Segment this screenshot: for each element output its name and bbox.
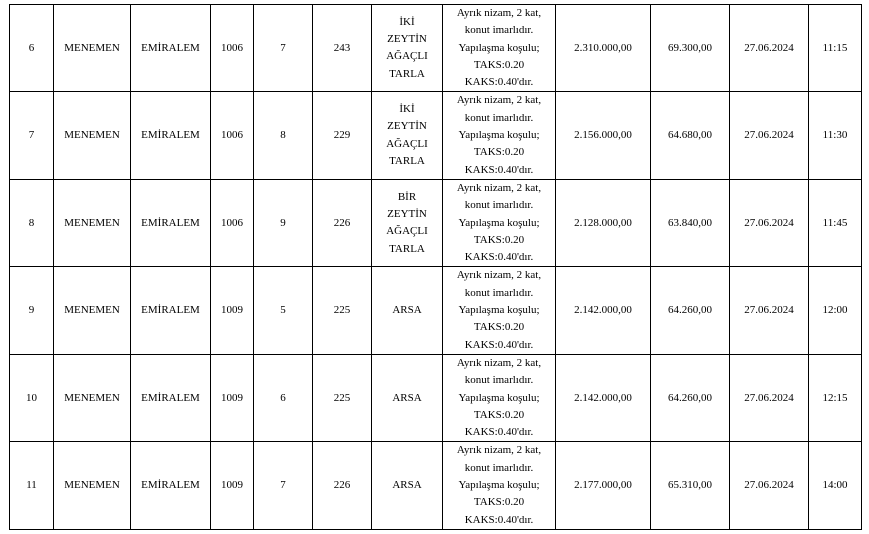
district-cell: MENEMEN [54,267,131,354]
zoning-condition-line: KAKS:0.40'dır. [464,426,534,439]
zoning-condition-line: Yapılaşma koşulu; [458,479,540,492]
district-cell: MENEMEN [54,442,131,529]
zoning-condition-line: Yapılaşma koşulu; [458,391,540,404]
area-cell: 229 [313,92,372,179]
block-cell: 1009 [211,442,254,529]
tender-table [9,4,862,530]
tender-date-cell: 27.06.2024 [730,442,809,529]
zoning-condition-line: Ayrık nizam, 2 kat, [456,94,542,107]
tender-date-cell: 27.06.2024 [730,92,809,179]
tender-time-cell: 11:15 [809,5,862,92]
zoning-condition-line: konut imarlıdır. [464,24,534,37]
property-type-line: TARLA [389,242,425,255]
parcel-cell: 6 [254,354,313,441]
table-row [10,354,862,441]
district-cell: MENEMEN [54,92,131,179]
zoning-condition-line: konut imarlıdır. [464,461,534,474]
zoning-condition-line: KAKS:0.40'dır. [464,513,534,526]
zoning-condition-line: Yapılaşma koşulu; [458,129,540,142]
district-cell: MENEMEN [54,354,131,441]
zoning-condition-cell [443,354,556,441]
block-cell: 1006 [211,5,254,92]
neighborhood-cell: EMİRALEM [131,354,211,441]
area-cell: 243 [313,5,372,92]
tender-time-cell: 11:45 [809,179,862,266]
zoning-condition-line: konut imarlıdır. [464,111,534,124]
guarantee-cell: 65.310,00 [651,442,730,529]
property-type-cell [372,267,443,354]
zoning-condition-line: KAKS:0.40'dır. [464,251,534,264]
table-row [10,92,862,179]
zoning-condition-line: Ayrık nizam, 2 kat, [456,269,542,282]
zoning-condition-line: Yapılaşma koşulu; [458,304,540,317]
table-body [10,5,862,530]
block-cell: 1009 [211,354,254,441]
estimated-price-cell: 2.156.000,00 [556,92,651,179]
property-type-cell [372,179,443,266]
property-type-line: TARLA [389,67,425,80]
tender-date-cell: 27.06.2024 [730,179,809,266]
guarantee-cell: 64.260,00 [651,354,730,441]
table-row [10,179,862,266]
property-type-line: İKİ [399,103,415,116]
zoning-condition-line: TAKS:0.20 [473,321,525,334]
block-cell: 1006 [211,92,254,179]
guarantee-cell: 64.260,00 [651,267,730,354]
estimated-price-cell: 2.142.000,00 [556,267,651,354]
property-type-line: İKİ [399,15,415,28]
property-type-line: ARSA [392,479,422,492]
area-cell: 225 [313,267,372,354]
zoning-condition-line: Ayrık nizam, 2 kat, [456,181,542,194]
zoning-condition-line: TAKS:0.20 [473,58,525,71]
district-cell: MENEMEN [54,179,131,266]
row-number-cell: 8 [10,179,54,266]
property-type-line: ZEYTİN [387,207,427,220]
neighborhood-cell: EMİRALEM [131,267,211,354]
property-type-line: BİR [397,190,417,203]
property-type-cell [372,5,443,92]
area-cell: 225 [313,354,372,441]
zoning-condition-line: TAKS:0.20 [473,146,525,159]
guarantee-cell: 63.840,00 [651,179,730,266]
property-type-line: ZEYTİN [387,32,427,45]
property-type-line: AĞAÇLI [386,225,428,238]
estimated-price-cell: 2.177.000,00 [556,442,651,529]
zoning-condition-line: konut imarlıdır. [464,286,534,299]
zoning-condition-line: TAKS:0.20 [473,408,525,421]
tender-date-cell: 27.06.2024 [730,5,809,92]
row-number-cell: 6 [10,5,54,92]
area-cell: 226 [313,179,372,266]
parcel-cell: 9 [254,179,313,266]
zoning-condition-line: konut imarlıdır. [464,374,534,387]
zoning-condition-line: Ayrık nizam, 2 kat, [456,444,542,457]
row-number-cell: 7 [10,92,54,179]
property-type-line: AĞAÇLI [386,50,428,63]
tender-time-cell: 12:15 [809,354,862,441]
guarantee-cell: 64.680,00 [651,92,730,179]
property-type-cell [372,92,443,179]
property-type-line: ZEYTİN [387,120,427,133]
tender-time-cell: 12:00 [809,267,862,354]
zoning-condition-cell [443,5,556,92]
parcel-cell: 7 [254,5,313,92]
estimated-price-cell: 2.142.000,00 [556,354,651,441]
area-cell: 226 [313,442,372,529]
row-number-cell: 11 [10,442,54,529]
neighborhood-cell: EMİRALEM [131,442,211,529]
property-type-line: ARSA [392,304,422,317]
zoning-condition-line: KAKS:0.40'dır. [464,76,534,89]
neighborhood-cell: EMİRALEM [131,5,211,92]
tender-date-cell: 27.06.2024 [730,267,809,354]
zoning-condition-line: Ayrık nizam, 2 kat, [456,356,542,369]
neighborhood-cell: EMİRALEM [131,92,211,179]
district-cell: MENEMEN [54,5,131,92]
property-type-cell [372,442,443,529]
block-cell: 1006 [211,179,254,266]
zoning-condition-line: Yapılaşma koşulu; [458,41,540,54]
parcel-cell: 8 [254,92,313,179]
neighborhood-cell: EMİRALEM [131,179,211,266]
row-number-cell: 10 [10,354,54,441]
tender-date-cell: 27.06.2024 [730,354,809,441]
zoning-condition-line: TAKS:0.20 [473,233,525,246]
property-type-cell [372,354,443,441]
table-row [10,5,862,92]
property-type-line: ARSA [392,391,422,404]
block-cell: 1009 [211,267,254,354]
zoning-condition-cell [443,442,556,529]
table-row [10,442,862,529]
zoning-condition-cell [443,92,556,179]
tender-time-cell: 14:00 [809,442,862,529]
zoning-condition-line: Yapılaşma koşulu; [458,216,540,229]
tender-time-cell: 11:30 [809,92,862,179]
zoning-condition-line: KAKS:0.40'dır. [464,338,534,351]
row-number-cell: 9 [10,267,54,354]
zoning-condition-line: Ayrık nizam, 2 kat, [456,7,542,19]
property-type-line: TARLA [389,155,425,168]
estimated-price-cell: 2.128.000,00 [556,179,651,266]
zoning-condition-cell [443,179,556,266]
zoning-condition-line: konut imarlıdır. [464,199,534,212]
estimated-price-cell: 2.310.000,00 [556,5,651,92]
zoning-condition-line: KAKS:0.40'dır. [464,163,534,176]
parcel-cell: 5 [254,267,313,354]
zoning-condition-cell [443,267,556,354]
guarantee-cell: 69.300,00 [651,5,730,92]
property-type-line: AĞAÇLI [386,137,428,150]
parcel-cell: 7 [254,442,313,529]
zoning-condition-line: TAKS:0.20 [473,496,525,509]
table-row [10,267,862,354]
